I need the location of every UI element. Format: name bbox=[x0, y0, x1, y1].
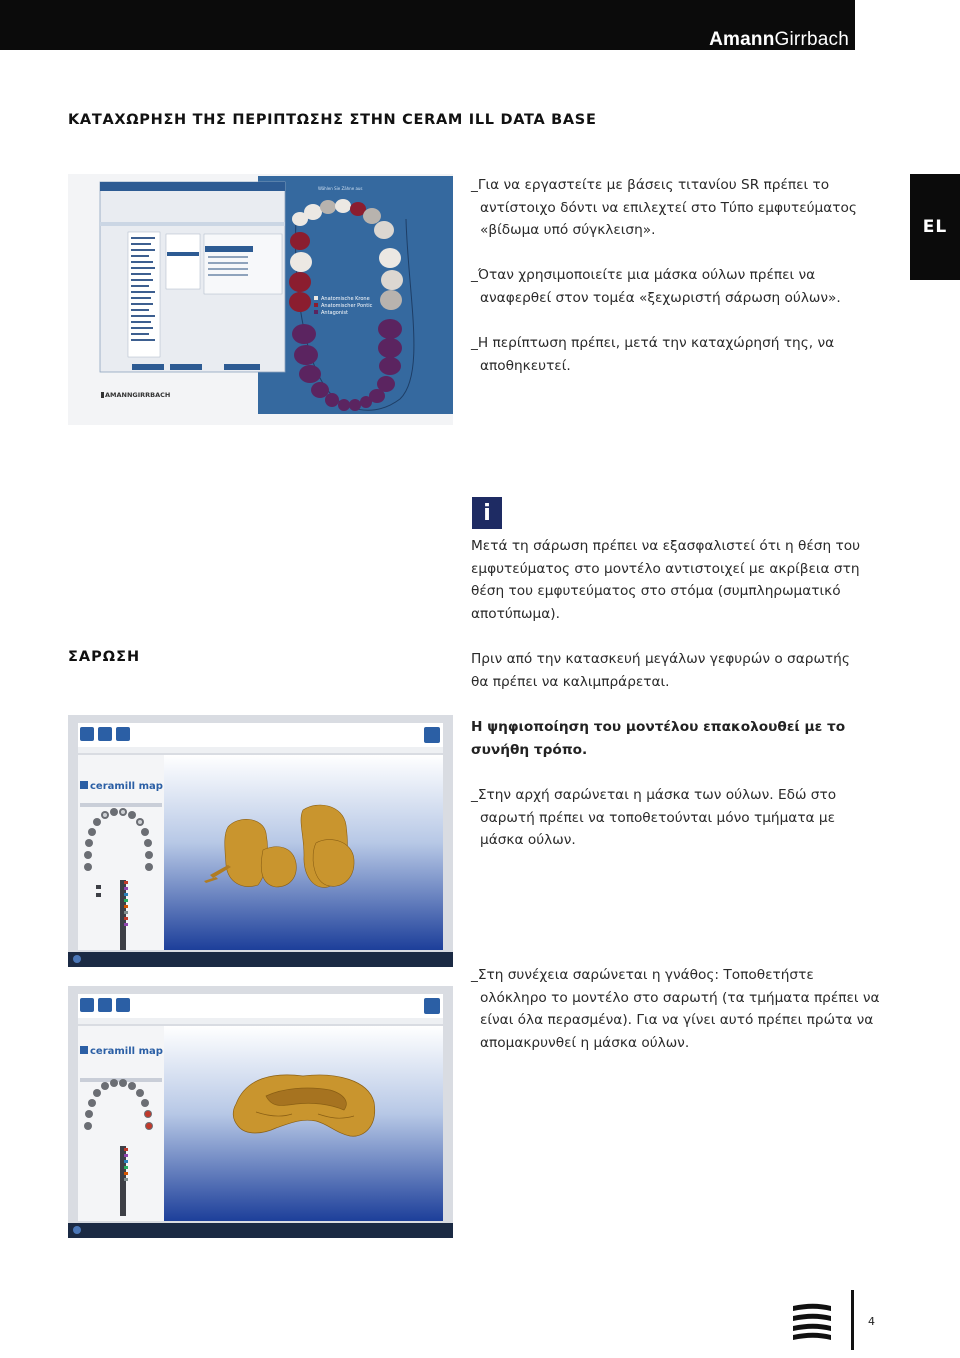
registration-bullet-2: _Όταν χρησιμοποιείτε μια μάσκα ούλων πρέπει να αναφερθεί στον τομέα «ξεχωριστή σάρωση ούλων». bbox=[471, 267, 841, 306]
legend-item: Anatomische Krone bbox=[321, 296, 370, 302]
info-text: Μετά τη σάρωση πρέπει να εξασφαλιστεί ότι η θέση του εμφυτεύματος στο μοντέλο αντιστοιχεί με ακρίβεια στη θέση του εμφυτεύματος στο στόμα (συμπληρωματικό αποτύπωμα). bbox=[471, 538, 861, 622]
calibration-text: Πριν από την κατασκευή μεγάλων γεφυρών ο σαρωτής θα πρέπει να καλιμπράρεται. bbox=[471, 651, 850, 690]
screenshot-jaw-scan bbox=[68, 986, 453, 1238]
registration-bullet-3: _Η περίπτωση πρέπει, μετά την καταχώρησή της, να αποθηκευτεί. bbox=[471, 335, 835, 374]
screenshot-gingiva-scan bbox=[68, 715, 453, 967]
registration-bullet-1: _Για να εργαστείτε με βάσεις τιτανίου SR πρέπει το αντίστοιχο δόντι να επιλεχτεί στο Τύπο εμφυτεύματος «βίδωμα υπό σύγκλειση». bbox=[471, 177, 857, 238]
language-tab: EL bbox=[910, 174, 960, 280]
section-title-scanning: ΣΑΡΩΣΗ bbox=[68, 649, 141, 665]
legend-item: Antagonist bbox=[321, 310, 348, 316]
scanning-bullet-1: _Στην αρχή σαρώνεται η μάσκα των ούλων. Εδώ στο σαρωτή πρέπει να τοποθετούνται μόνο τμήματα με μάσκα ούλων. bbox=[471, 787, 837, 848]
brand-logo: AmannGirrbach bbox=[709, 29, 849, 50]
screenshot-database-entry bbox=[68, 174, 453, 425]
page-number: 4 bbox=[868, 1315, 875, 1328]
ceramill-map-logo: ceramill map bbox=[90, 1046, 163, 1057]
info-icon: i bbox=[472, 497, 502, 529]
ceramill-map-logo: ceramill map bbox=[90, 781, 163, 792]
footer-logo-icon bbox=[791, 1302, 833, 1340]
amanngirrbach-logo: AMANNGIRRBACH bbox=[105, 391, 171, 399]
legend-item: Anatomischer Pontic bbox=[321, 303, 373, 309]
digitization-heading: Η ψηφιοποίηση του μοντέλου επακολουθεί με το συνήθη τρόπο. bbox=[471, 719, 846, 758]
footer-divider bbox=[851, 1290, 854, 1350]
svg-text:Wählen Sie Zähne aus: Wählen Sie Zähne aus bbox=[318, 186, 363, 191]
scanning-bullet-2: _Στη συνέχεια σαρώνεται η γνάθος: Τοποθετήστε ολόκληρο το μοντέλο στο σαρωτή (τα τμήματα πρέπει να είναι όλα περασμένα). Για να γίνει αυτό πρέπει πρώτα να απομακρυνθεί η μάσκα ούλων. bbox=[471, 967, 880, 1051]
header-bar bbox=[0, 0, 855, 50]
section-title-registration: ΚΑΤΑΧΩΡΗΣΗ ΤΗΣ ΠΕΡΙΠΤΩΣΗΣ ΣΤΗΝ CERAM ILL DATA BASE bbox=[68, 112, 597, 128]
